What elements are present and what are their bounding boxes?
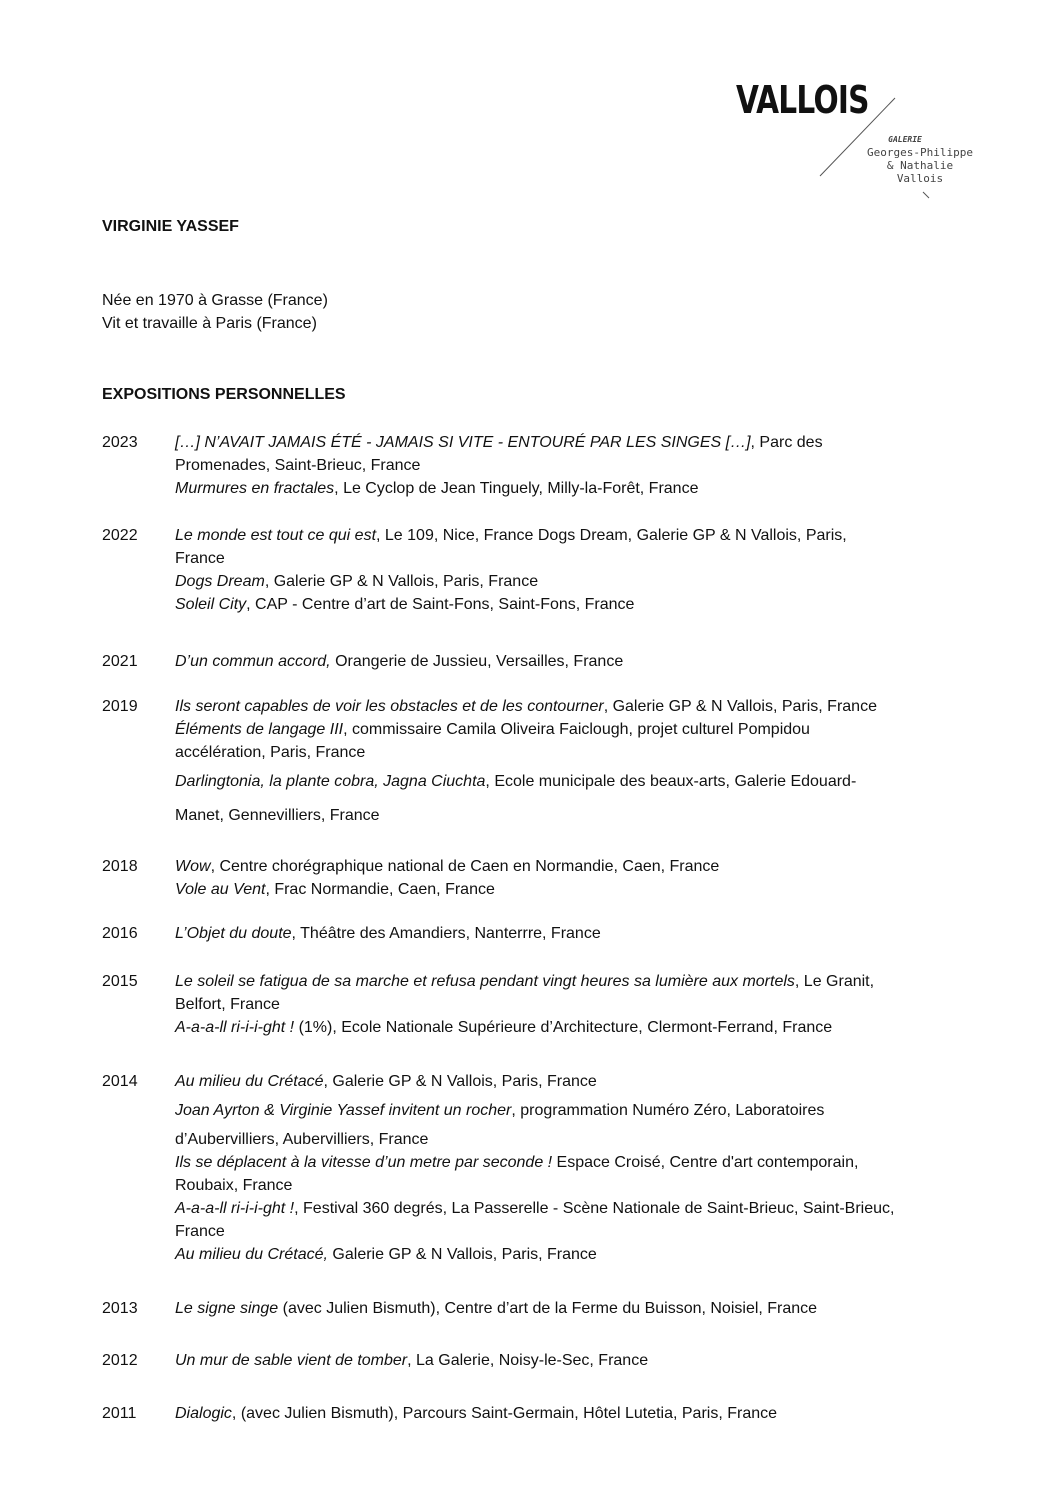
- exhibition-year: 2018: [102, 858, 138, 875]
- exhibition-details: , Galerie GP & N Vallois, Paris, France: [603, 698, 877, 715]
- artist-name: VIRGINIE YASSEF: [102, 218, 239, 235]
- exhibition-details: , Le Cyclop de Jean Tinguely, Milly-la-Forêt, France: [334, 480, 699, 497]
- exhibition-details: , Le Granit,: [794, 973, 875, 990]
- exhibition-details: Galerie GP & N Vallois, Paris, France: [327, 1246, 597, 1263]
- exhibition-line: [175, 1099, 824, 1122]
- exhibition-details: accélération, Paris, France: [175, 744, 366, 761]
- exhibition-title: L’Objet du doute: [175, 925, 292, 942]
- exhibition-line: [175, 1402, 777, 1425]
- exhibition-year: 2012: [102, 1352, 138, 1369]
- exhibition-line: [175, 524, 847, 547]
- exhibition-line: [175, 1128, 428, 1151]
- exhibition-line: [175, 741, 365, 764]
- exhibition-title: Un mur de sable vient de tomber: [175, 1352, 408, 1369]
- exhibition-title: Darlingtonia, la plante cobra, Jagna Ciuchta: [175, 773, 486, 790]
- bio-lives: Vit et travaille à Paris (France): [102, 315, 317, 332]
- exhibition-year: 2019: [102, 698, 138, 715]
- exhibition-details: Promenades, Saint-Brieuc, France: [175, 457, 421, 474]
- exhibition-title: Dogs Dream: [175, 573, 265, 590]
- logo-line-2: & Nathalie: [886, 159, 954, 172]
- exhibition-title: Éléments de langage III: [175, 721, 344, 738]
- exhibition-title: Dialogic: [175, 1405, 232, 1422]
- exhibition-title: D’un commun accord,: [175, 653, 331, 670]
- logo-line-3: Vallois: [896, 172, 944, 185]
- exhibition-line: [175, 431, 823, 454]
- exhibition-details: , (avec Julien Bismuth), Parcours Saint-Germain, Hôtel Lutetia, Paris, France: [231, 1405, 778, 1422]
- exhibition-title: Au milieu du Crétacé,: [175, 1246, 328, 1263]
- exhibition-line: [175, 1070, 597, 1093]
- section-title: EXPOSITIONS PERSONNELLES: [102, 386, 346, 403]
- exhibition-details: d’Aubervilliers, Aubervilliers, France: [175, 1131, 429, 1148]
- logo-gallery-text: [860, 133, 980, 185]
- exhibition-line: [175, 1197, 894, 1220]
- exhibition-title: Le signe singe: [175, 1300, 279, 1317]
- bio-born: Née en 1970 à Grasse (France): [102, 292, 328, 309]
- exhibition-details: , Théâtre des Amandiers, Nanterrre, France: [291, 925, 601, 942]
- logo-galerie-label: GALERIE: [888, 135, 922, 144]
- exhibition-line: [175, 770, 856, 793]
- exhibition-line: [175, 650, 623, 673]
- exhibition-line: [175, 695, 877, 718]
- exhibition-details: , La Galerie, Noisy-le-Sec, France: [407, 1352, 649, 1369]
- exhibition-details: , commissaire Camila Oliveira Faiclough, projet culturel Pompidou: [343, 721, 810, 738]
- exhibition-details: Manet, Gennevilliers, France: [175, 807, 380, 824]
- exhibition-title: Ils se déplacent à la vitesse d’un metre par seconde !: [175, 1154, 553, 1171]
- exhibition-line: [175, 993, 280, 1016]
- exhibition-details: , Galerie GP & N Vallois, Paris, France: [323, 1073, 597, 1090]
- exhibition-line: [175, 922, 601, 945]
- exhibition-title: A-a-a-ll ri-i-i-ght !: [175, 1019, 295, 1036]
- exhibition-line: [175, 970, 874, 993]
- exhibition-title: Joan Ayrton & Virginie Yassef invitent un rocher: [175, 1102, 512, 1119]
- exhibition-title: Le soleil se fatigua de sa marche et refusa pendant vingt heures sa lumière aux mortels: [175, 973, 795, 990]
- exhibition-line: [175, 1243, 597, 1266]
- exhibition-year: 2013: [102, 1300, 138, 1317]
- exhibition-line: [175, 718, 810, 741]
- exhibition-details: (1%), Ecole Nationale Supérieure d’Architecture, Clermont-Ferrand, France: [294, 1019, 833, 1036]
- exhibition-year: 2014: [102, 1073, 138, 1090]
- exhibition-details: , Galerie GP & N Vallois, Paris, France: [264, 573, 539, 590]
- exhibition-line: [175, 454, 420, 477]
- exhibition-details: , Frac Normandie, Caen, France: [265, 881, 495, 898]
- exhibition-line: [175, 570, 538, 593]
- exhibition-details: Orangerie de Jussieu, Versailles, France: [330, 653, 624, 670]
- exhibition-title: Ils seront capables de voir les obstacles et de les contourner: [175, 698, 604, 715]
- exhibition-line: [175, 1297, 817, 1320]
- exhibition-details: , Festival 360 degrés, La Passerelle - Scène Nationale de Saint-Brieuc, Saint-Brieuc,: [294, 1200, 895, 1217]
- exhibition-year: 2015: [102, 973, 138, 990]
- exhibition-title: Au milieu du Crétacé: [175, 1073, 324, 1090]
- exhibition-year: 2023: [102, 434, 138, 451]
- exhibition-title: A-a-a-ll ri-i-i-ght !: [175, 1200, 295, 1217]
- exhibition-year: 2021: [102, 653, 138, 670]
- exhibition-title: Wow: [175, 858, 211, 875]
- exhibition-line: [175, 593, 634, 616]
- exhibition-title: Murmures en fractales: [175, 480, 335, 497]
- logo-wordmark: VALLOIS: [736, 78, 869, 122]
- gallery-logo: [730, 78, 1000, 208]
- exhibition-year: 2011: [102, 1405, 137, 1422]
- exhibition-title: […] N’AVAIT JAMAIS ÉTÉ - JAMAIS SI VITE - ENTOURÉ PAR LES SINGES […]: [175, 434, 751, 451]
- exhibition-details: (avec Julien Bismuth), Centre d’art de la Ferme du Buisson, Noisiel, France: [278, 1300, 818, 1317]
- exhibition-line: [175, 547, 225, 570]
- exhibition-line: [175, 477, 698, 500]
- exhibition-line: [175, 1220, 225, 1243]
- exhibition-details: Espace Croisé, Centre d'art contemporain,: [552, 1154, 859, 1171]
- exhibition-details: , Le 109, Nice, France Dogs Dream, Galerie GP & N Vallois, Paris,: [376, 527, 847, 544]
- exhibition-line: [175, 1349, 648, 1372]
- exhibition-line: [175, 1174, 292, 1197]
- exhibition-line: [175, 804, 380, 827]
- exhibition-details: , Ecole municipale des beaux-arts, Galerie Edouard-: [485, 773, 857, 790]
- exhibition-details: France: [175, 550, 225, 567]
- artist-bio: [102, 289, 328, 335]
- exhibition-details: , programmation Numéro Zéro, Laboratoires: [511, 1102, 825, 1119]
- exhibition-details: , Centre chorégraphique national de Caen en Normandie, Caen, France: [210, 858, 720, 875]
- exhibition-details: Belfort, France: [175, 996, 280, 1013]
- exhibition-details: Roubaix, France: [175, 1177, 293, 1194]
- exhibition-title: Vole au Vent: [175, 881, 266, 898]
- exhibition-details: France: [175, 1223, 225, 1240]
- exhibition-line: [175, 1016, 832, 1039]
- exhibition-title: Soleil City: [175, 596, 247, 613]
- exhibition-line: [175, 855, 719, 878]
- exhibition-details: , Parc des: [750, 434, 823, 451]
- exhibition-line: [175, 878, 495, 901]
- exhibition-year: 2022: [102, 527, 138, 544]
- exhibition-details: , CAP - Centre d’art de Saint-Fons, Saint-Fons, France: [246, 596, 635, 613]
- exhibition-title: Le monde est tout ce qui est: [175, 527, 377, 544]
- exhibition-year: 2016: [102, 925, 138, 942]
- exhibition-line: [175, 1151, 858, 1174]
- logo-line-1: Georges-Philippe: [867, 146, 973, 159]
